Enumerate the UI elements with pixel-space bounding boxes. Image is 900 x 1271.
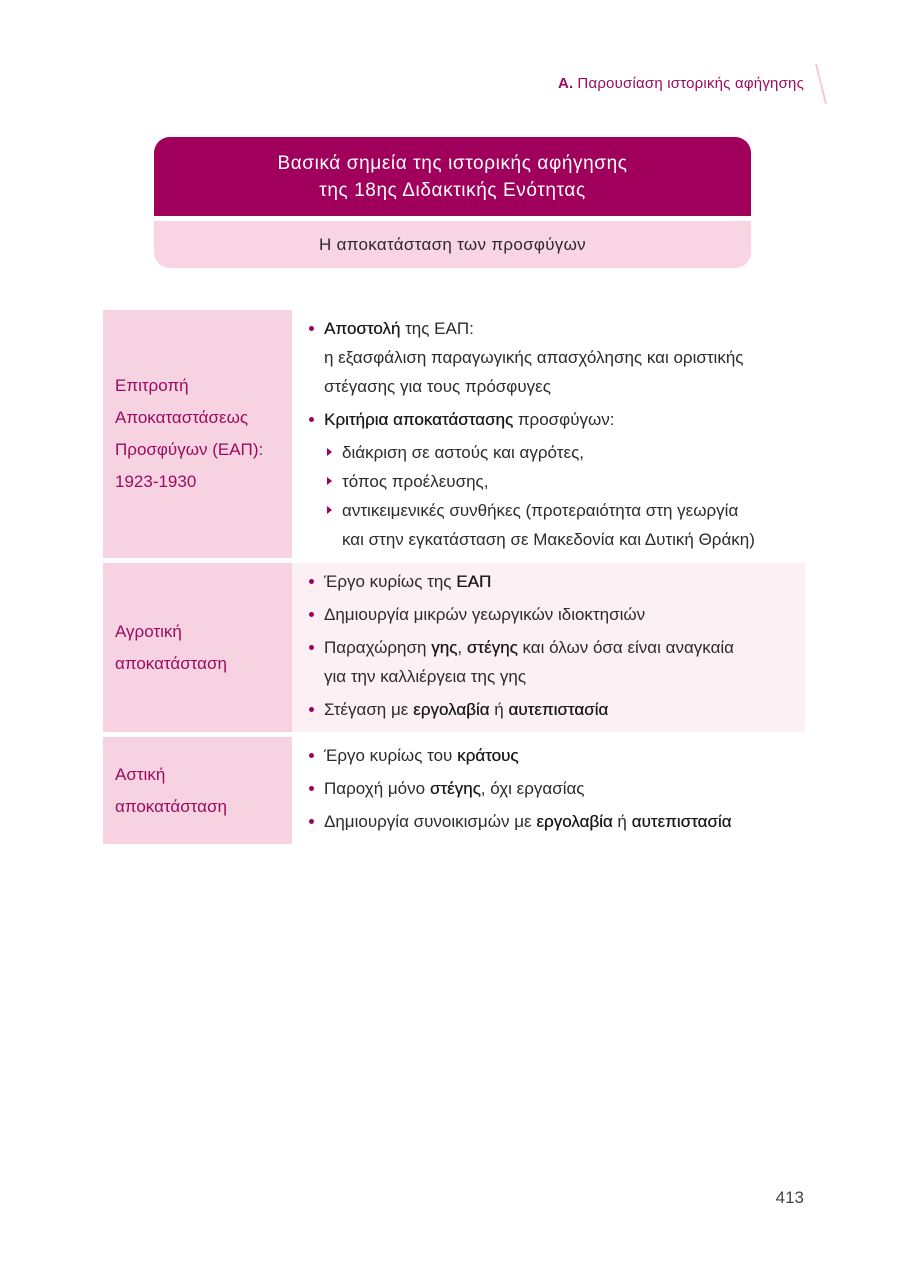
list-item-text: ή	[617, 812, 627, 831]
table-row-urban	[103, 737, 805, 844]
table-row-eap	[103, 310, 805, 558]
list-item	[306, 633, 791, 691]
list-item	[306, 567, 791, 596]
bold-term: αυτεπιστασία	[631, 812, 732, 831]
row-content-agricultural	[292, 563, 805, 732]
row-label-line: Αποκαταστάσεως	[115, 408, 249, 427]
list-item-text: Έργο κυρίως του	[324, 746, 453, 765]
row-label-eap	[103, 310, 292, 558]
list-item	[306, 314, 791, 401]
list-item-text: και όλων όσα είναι αναγκαία	[522, 638, 735, 657]
bold-term: εργολαβία	[536, 812, 613, 831]
section-letter: Α.	[558, 75, 574, 92]
list-item-text: η εξασφάλιση παραγωγικής απασχόλησης και οριστικής	[324, 348, 744, 367]
sub-list-item	[306, 496, 791, 554]
title-subtitle: Η αποκατάσταση των προσφύγων	[319, 234, 586, 254]
info-table	[103, 310, 805, 849]
list-item	[306, 774, 791, 803]
page-number: 413	[775, 1188, 804, 1207]
row-label-line: Αγροτική	[115, 621, 182, 641]
list-item-text: Στέγαση με	[324, 700, 409, 719]
title-banner	[154, 137, 751, 216]
bold-term: Αποστολή	[324, 319, 401, 338]
row-label-agricultural	[103, 563, 292, 732]
list-item	[306, 405, 791, 434]
bold-term: στέγης	[429, 779, 481, 798]
table-row-agricultural	[103, 563, 805, 732]
list-item-text: Παραχώρηση	[324, 638, 427, 657]
title-line-2: της 18ης Διδακτικής Ενότητας	[319, 179, 586, 201]
list-item-text: Παροχή μόνο	[324, 779, 426, 798]
header-edge-decoration	[803, 64, 827, 104]
bold-term: ΕΑΠ	[456, 572, 492, 591]
list-item	[306, 695, 791, 724]
row-label-line: Επιτροπή	[115, 376, 189, 395]
section-title: Παρουσίαση ιστορικής αφήγησης	[577, 75, 804, 92]
list-item-text: αντικειμενικές συνθήκες (προτεραιότητα στη γεωργία	[342, 501, 739, 520]
title-line-1: Βασικά σημεία της ιστορικής αφήγησης	[277, 152, 628, 174]
row-content-urban	[292, 737, 805, 844]
list-item: Δημιουργία μικρών γεωργικών ιδιοκτησιών	[306, 600, 791, 629]
bold-term: εργολαβία	[413, 700, 490, 719]
row-label-line: 1923-1930	[115, 472, 197, 491]
sub-list-item: διάκριση σε αστούς και αγρότες,	[306, 438, 791, 467]
list-item-text: Δημιουργία συνοικισμών με	[324, 812, 532, 831]
bold-term: Κριτήρια αποκατάστασης	[324, 410, 514, 429]
bold-term: κράτους	[457, 746, 519, 765]
bold-term: αυτεπιστασία	[508, 700, 609, 719]
sub-list-item: τόπος προέλευσης,	[306, 467, 791, 496]
row-label-line: αποκατάσταση	[115, 653, 227, 673]
row-label-line: Αστική	[115, 764, 166, 784]
bold-term: γης	[431, 638, 458, 657]
list-item-text: για την καλλιέργεια της γης	[324, 667, 527, 686]
title-box	[154, 137, 751, 268]
bold-term: στέγης	[466, 638, 518, 657]
row-label-urban	[103, 737, 292, 844]
row-label-line: Προσφύγων (ΕΑΠ):	[115, 440, 264, 459]
list-item-text: Έργο κυρίως της	[324, 572, 452, 591]
list-item	[306, 741, 791, 770]
list-item-text: ,	[457, 638, 463, 657]
list-item	[306, 807, 791, 836]
list-item-text: ή	[494, 700, 504, 719]
list-item-text: στέγασης για τους πρόσφυγες	[324, 377, 551, 396]
running-header	[558, 75, 804, 92]
row-label-line: αποκατάσταση	[115, 796, 227, 816]
row-content-eap	[292, 310, 805, 558]
list-item-text: και στην εγκατάσταση σε Μακεδονία και Δυτική Θράκη)	[342, 530, 755, 549]
list-item-text: της ΕΑΠ:	[405, 319, 474, 338]
list-item-text: , όχι εργασίας	[480, 779, 585, 798]
list-item-text: προσφύγων:	[517, 410, 615, 429]
